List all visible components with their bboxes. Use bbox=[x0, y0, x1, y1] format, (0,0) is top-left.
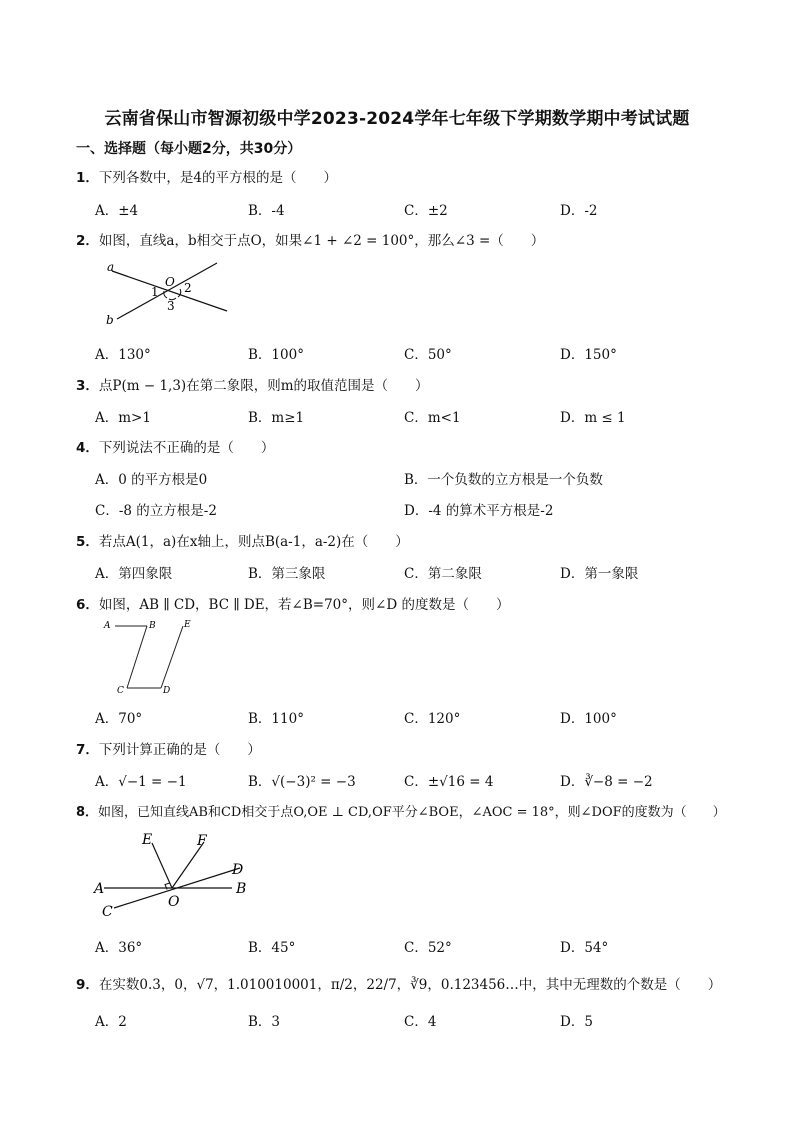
question-number: 7． bbox=[76, 742, 99, 758]
ray-oe bbox=[152, 843, 172, 888]
option-c: C．4 bbox=[404, 1014, 437, 1030]
option-d: D．m ≤ 1 bbox=[560, 410, 626, 426]
label-b: b bbox=[106, 313, 114, 327]
option-c: C．±2 bbox=[404, 203, 448, 219]
label-o: O bbox=[168, 894, 180, 910]
option-b: B．m≥1 bbox=[248, 410, 305, 426]
label-e: E bbox=[142, 832, 153, 848]
option-b: B．第三象限 bbox=[248, 566, 326, 582]
label-3: 3 bbox=[167, 299, 175, 313]
question-number: 3． bbox=[76, 378, 99, 394]
option-d: D．5 bbox=[560, 1014, 593, 1030]
option-b: B．-4 bbox=[248, 203, 285, 219]
option-d: D．54° bbox=[560, 940, 609, 956]
option-d: D．-2 bbox=[560, 203, 598, 219]
question-8 bbox=[76, 801, 726, 820]
question-text: 点P(m − 1,3)在第二象限，则m的取值范围是（ ） bbox=[98, 378, 429, 394]
question-number: 6． bbox=[76, 597, 99, 613]
label-a: A bbox=[104, 621, 111, 631]
question-text: 如图，已知直线AB和CD相交于点O,OE ⊥ CD,OF平分∠BOE，∠AOC = 18°，则∠DOF的度数为（ ） bbox=[98, 805, 726, 820]
option-c: C．±√16 = 4 bbox=[404, 774, 494, 790]
question-number: 5． bbox=[76, 534, 99, 550]
option-a: A．130° bbox=[95, 347, 151, 363]
question-number: 4． bbox=[76, 440, 99, 456]
label-1: 1 bbox=[151, 285, 159, 299]
option-c: C．50° bbox=[404, 347, 452, 363]
label-d: D bbox=[232, 862, 244, 878]
option-d: D．-4 的算术平方根是-2 bbox=[404, 503, 554, 519]
option-b: B．3 bbox=[248, 1014, 281, 1030]
option-a: A．36° bbox=[95, 940, 143, 956]
section-heading: 一、选择题（每小题2分，共30分） bbox=[76, 141, 302, 157]
option-c: C．120° bbox=[404, 711, 461, 727]
option-a: A．±4 bbox=[95, 203, 139, 219]
label-o: O bbox=[165, 275, 175, 289]
option-a: A．√−1 = −1 bbox=[95, 774, 187, 790]
option-c: C．m<1 bbox=[404, 410, 461, 426]
option-b: B．√(−3)² = −3 bbox=[248, 774, 356, 790]
option-a: A．m>1 bbox=[95, 410, 151, 426]
question-text: 下列计算正确的是（ ） bbox=[98, 742, 261, 758]
figure-parallel-lines bbox=[100, 616, 200, 698]
question-text: 如图，直线a，b相交于点O，如果∠1 + ∠2 = 100°，那么∠3 =（ ） bbox=[98, 233, 545, 249]
option-b: B．100° bbox=[248, 347, 304, 363]
label-c: C bbox=[102, 904, 113, 920]
figure-intersecting-lines bbox=[95, 254, 245, 334]
question-9 bbox=[76, 973, 721, 993]
option-c: C．52° bbox=[404, 940, 452, 956]
figure-angle-bisector bbox=[92, 828, 262, 920]
question-1 bbox=[76, 166, 337, 186]
label-c: C bbox=[117, 686, 124, 696]
question-3 bbox=[76, 374, 429, 394]
question-2 bbox=[76, 229, 544, 249]
option-b: B．一个负数的立方根是一个负数 bbox=[404, 472, 603, 488]
label-a: a bbox=[107, 260, 115, 274]
question-4 bbox=[76, 436, 274, 456]
label-b: B bbox=[236, 881, 247, 897]
segment-bc bbox=[127, 626, 147, 688]
label-2: 2 bbox=[184, 281, 192, 295]
option-c: C．第二象限 bbox=[404, 566, 482, 582]
option-d: D．100° bbox=[560, 711, 617, 727]
label-e: E bbox=[184, 620, 191, 630]
option-a: A．70° bbox=[95, 711, 143, 727]
option-d: D．∛−8 = −2 bbox=[560, 774, 653, 790]
option-a: A．第四象限 bbox=[95, 566, 173, 582]
option-b: B．45° bbox=[248, 940, 296, 956]
page-title: 云南省保山市智源初级中学2023-2024学年七年级下学期数学期中考试试题 bbox=[104, 109, 690, 129]
question-6 bbox=[76, 593, 509, 613]
label-a: A bbox=[94, 881, 105, 897]
option-d: D．150° bbox=[560, 347, 617, 363]
label-f: F bbox=[197, 833, 207, 849]
question-7 bbox=[76, 738, 261, 758]
question-text: 在实数0.3，0，√7，1.010010001，π/2，22/7，∛9，0.123456…中，其中无理数的个数是（ ） bbox=[98, 977, 722, 993]
label-d: D bbox=[163, 686, 171, 696]
angle-2-arc bbox=[178, 289, 181, 297]
question-5 bbox=[76, 530, 409, 550]
option-c: C．-8 的立方根是-2 bbox=[95, 503, 217, 519]
question-text: 如图，AB ∥ CD，BC ∥ DE，若∠B=70°，则∠D 的度数是（ ） bbox=[98, 597, 510, 613]
question-text: 下列说法不正确的是（ ） bbox=[98, 440, 275, 456]
question-text: 若点A(1，a)在x轴上，则点B(a-1，a-2)在（ ） bbox=[98, 534, 409, 550]
question-number: 8． bbox=[76, 805, 99, 820]
segment-de bbox=[161, 626, 183, 688]
question-number: 9． bbox=[76, 977, 99, 993]
question-number: 1． bbox=[76, 170, 99, 186]
question-text: 下列各数中，是4的平方根的是（ ） bbox=[98, 170, 337, 186]
option-b: B．110° bbox=[248, 711, 304, 727]
question-number: 2． bbox=[76, 233, 99, 249]
label-b: B bbox=[149, 621, 156, 631]
option-d: D．第一象限 bbox=[560, 566, 639, 582]
option-a: A．0 的平方根是0 bbox=[95, 472, 208, 488]
option-a: A．2 bbox=[95, 1014, 127, 1030]
